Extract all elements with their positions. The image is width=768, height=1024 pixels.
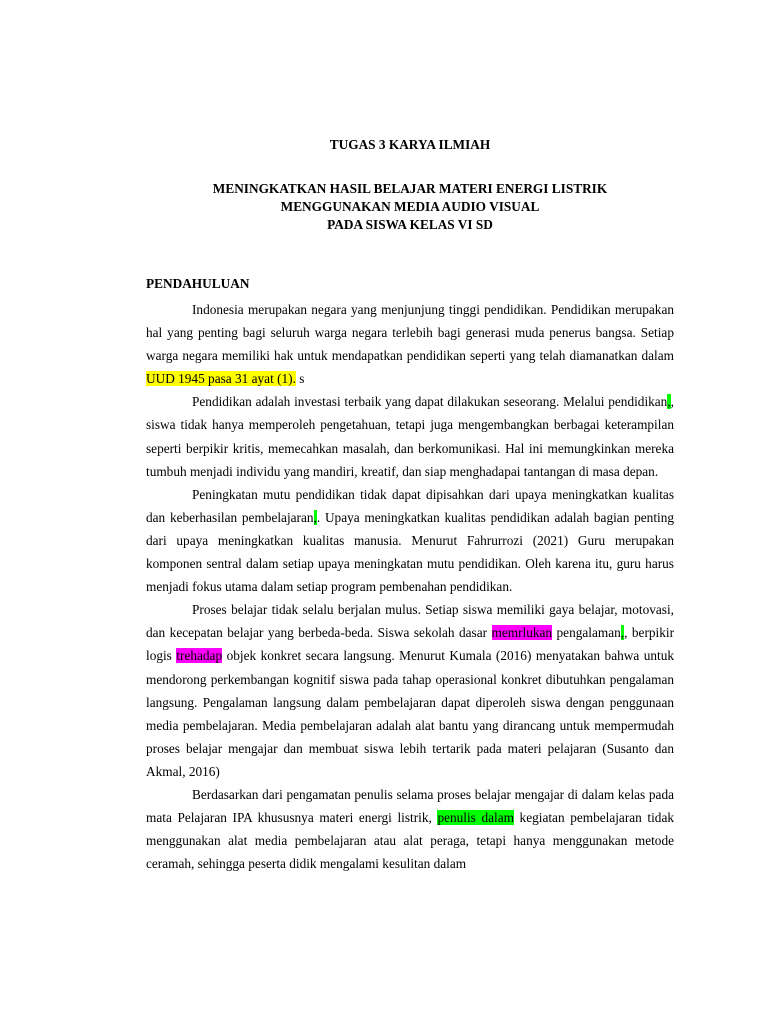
text-run: Peningkatan mutu pendidikan tidak dapat dipisahkan dari upaya meningkatkan kualitas dan keberhasilan pembelajaran [146, 486, 674, 525]
paragraph [146, 390, 674, 482]
text-run: Berdasarkan dari pengamatan penulis selama proses belajar mengajar di dalam kelas pada mata Pelajaran IPA khususnya materi energi listrik, [146, 786, 674, 826]
text-run: , siswa tidak hanya memperoleh pengetahuan, tetapi juga mengembangkan berbagai keterampilan seperti berpikir kritis, memecahkan masalah, dan berkomunikasi. Hal ini memungkinkan mereka tumbuh menjadi individu yang mandiri, kreatif, dan siap menghadapai tantangan di masa depan. [146, 394, 674, 479]
text-run: . Upaya meningkatkan kualitas pendidikan adalah bagian penting dari upaya meningkatkan kualitas manusia. Menurut Fahrurrozi (2021) Guru merupakan komponen sentral dalam setiap upaya meningkatan mutu pendidikan. Oleh karena itu, guru harus menjadi fokus utama dalam setiap program pembenahan pendidikan. [146, 509, 674, 595]
main-title-line: MENINGKATKAN HASIL BELAJAR MATERI ENERGI LISTRIK [212, 181, 608, 196]
main-title [0, 180, 768, 234]
text-run: kegiatan pembelajaran tidak menggunakan alat media pembelajaran atau alat peraga, tetapi hanya menggunakan metode ceramah, sehingga peserta didik mengalami kesulitan dalam [146, 810, 674, 872]
paragraph [146, 483, 674, 598]
highlighted-text: , [620, 625, 625, 641]
paragraph [146, 783, 674, 875]
paragraph [146, 298, 674, 390]
highlighted-text: trehadap [176, 648, 223, 664]
paragraph [146, 598, 674, 783]
highlighted-text: penulis dalam [437, 810, 514, 826]
text-run: pengalaman [552, 625, 621, 641]
text-run: Pendidikan adalah investasi terbaik yang dapat dilakukan seseorang. Melalui pendidikan [192, 394, 668, 410]
body-text [146, 298, 674, 875]
highlighted-text: , [667, 394, 671, 410]
highlighted-text: UUD 1945 pasa 31 ayat (1). [146, 371, 296, 387]
main-title-line: MENGGUNAKAN MEDIA AUDIO VISUAL [280, 199, 540, 214]
main-title-line: PADA SISWA KELAS VI SD [327, 217, 493, 232]
highlighted-text: memrlukan [491, 625, 553, 641]
text-run: , berpikir logis [146, 625, 674, 664]
section-heading: PENDAHULUAN [146, 276, 250, 291]
text-run: Indonesia merupakan negara yang menjunjung tinggi pendidikan. Pendidikan merupakan hal yang penting bagi seluruh warga negara terlebih bagi generasi muda penerus bangsa. Setiap warga negara memiliki hak untuk mendapatkan pendidikan seperti yang telah diamanatkan dalam [146, 302, 674, 364]
assignment-title: TUGAS 3 KARYA ILMIAH [329, 137, 491, 152]
text-run: Proses belajar tidak selalu berjalan mulus. Setiap siswa memiliki gaya belajar, motovasi, dan kecepatan belajar yang berbeda-beda. Siswa sekolah dasar [146, 602, 674, 641]
text-run: objek konkret secara langsung. Menurut Kumala (2016) menyatakan bahwa untuk mendorong perkembangan kognitif siswa pada tahap operasional konkret dibutuhkan pengalaman langsung. Pengalaman langsung dalam pembelajaran dapat diperoleh siswa dengan penggunaan media pembelajaran. Media pembelajaran adalah alat bantu yang dirancang untuk mempermudah proses belajar mengajar dan membuat siswa lebih tertarik pada materi pelajaran (Susanto dan Akmal, 2016) [146, 648, 674, 779]
text-run: s [295, 371, 305, 387]
highlighted-text: , [313, 509, 317, 525]
